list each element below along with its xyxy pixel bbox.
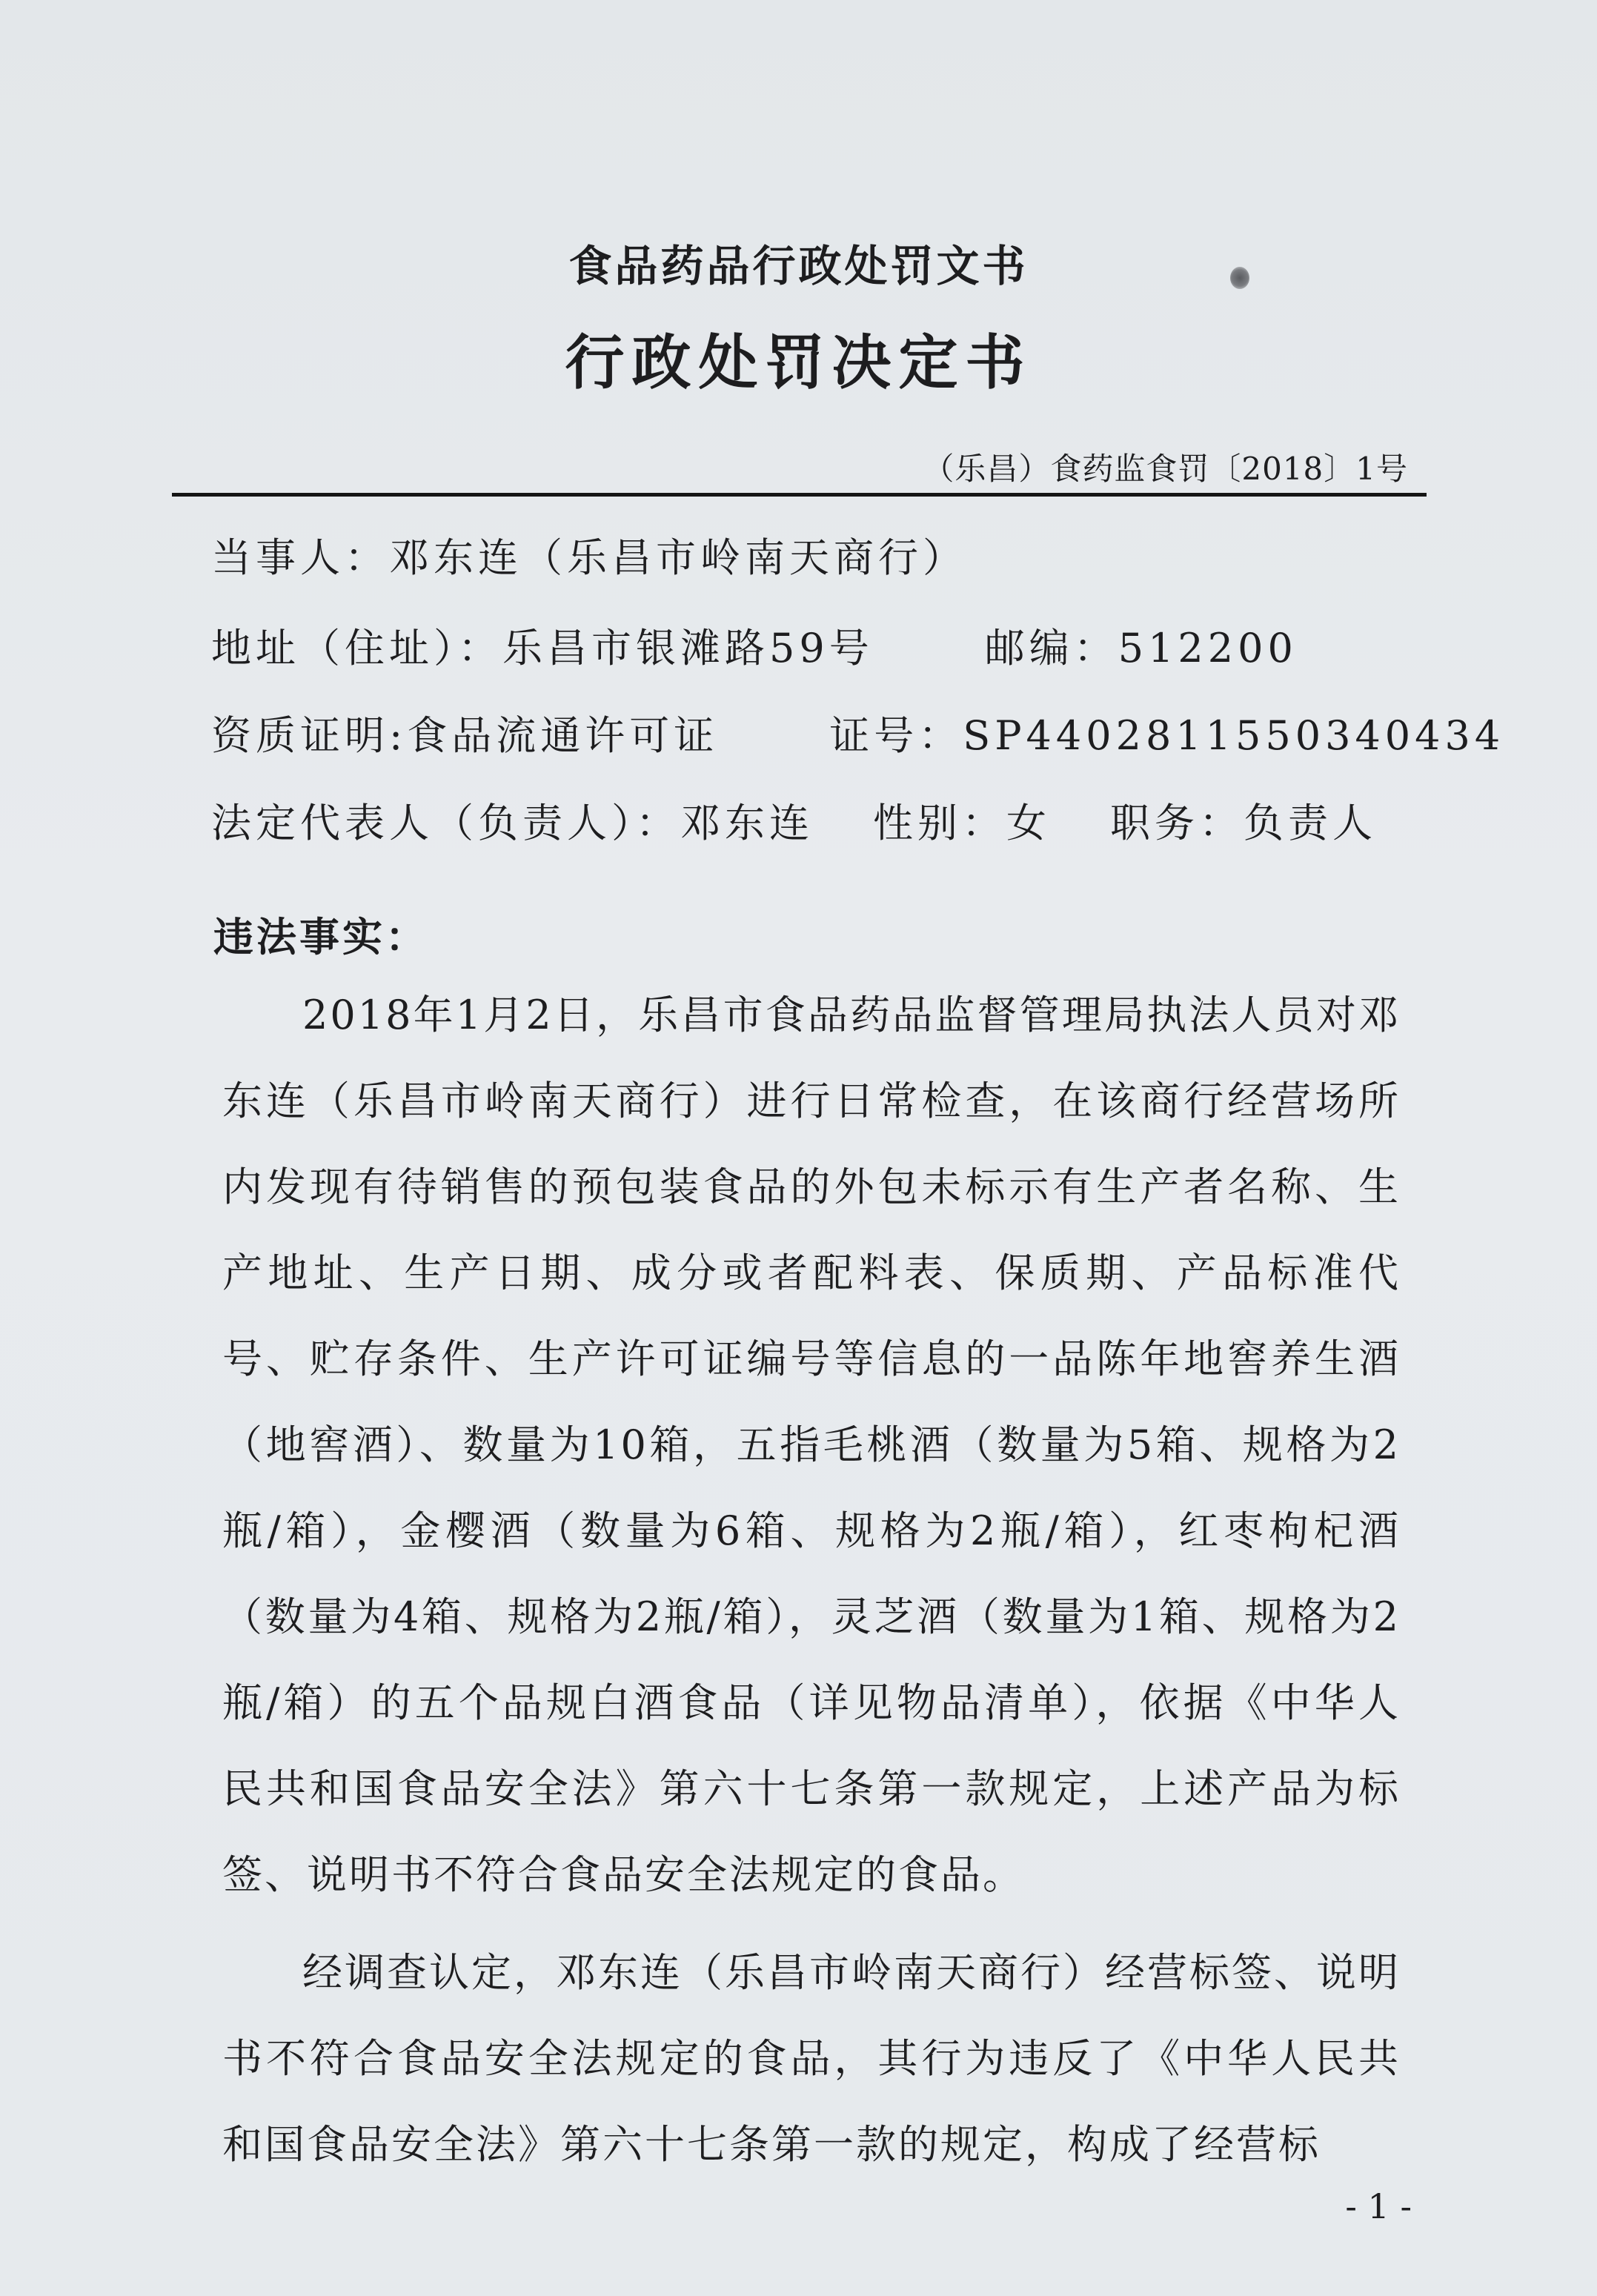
document-title: 行政处罚决定书 — [565, 328, 1032, 397]
address-value: 乐昌市银滩路59号 — [502, 625, 874, 671]
document-number: （乐昌）食药监食罚〔2018〕1号 — [923, 451, 1408, 487]
gender-label: 性别： — [873, 800, 1006, 846]
cert-label: 证号： — [829, 712, 963, 759]
qualification-line — [211, 704, 1504, 761]
position-label: 职务： — [1110, 800, 1244, 846]
page-number: - 1 - — [1345, 2186, 1412, 2226]
document-category: 食品药品行政处罚文书 — [568, 241, 1029, 291]
qualification-value: 食品流通许可证 — [407, 712, 719, 759]
rep-value: 邓东连 — [680, 800, 814, 846]
address-label: 地址（住址）： — [211, 625, 502, 671]
rep-label: 法定代表人（负责人）： — [211, 800, 680, 846]
qualification-label: 资质证明: — [211, 712, 408, 759]
address-line — [211, 617, 1298, 674]
postcode-value: 512200 — [1118, 625, 1298, 671]
cert-value: SP4402811550340434 — [963, 712, 1505, 759]
representative-line — [211, 792, 1377, 849]
facts-paragraph-2 — [222, 1930, 1401, 2188]
gender-value: 女 — [1006, 800, 1051, 846]
party-value: 邓东连（乐昌市岭南天商行） — [389, 534, 967, 581]
position-value: 负责人 — [1244, 800, 1377, 846]
party-label: 当事人： — [211, 534, 389, 581]
facts-paragraph-1 — [222, 972, 1401, 1918]
facts-heading: 违法事实： — [213, 913, 428, 960]
header-divider — [172, 493, 1427, 497]
postcode-label: 邮编： — [984, 625, 1118, 671]
facts-paragraph-2-text: 经调查认定，邓东连（乐昌市岭南天商行）经营标签、说明书不符合食品安全法规定的食品，其行为违反了《中华人民共和国食品安全法》第六十七条第一款的规定，构成了经营标 — [222, 1949, 1401, 2168]
facts-paragraph-1-text: 2018年1月2日，乐昌市食品药品监督管理局执法人员对邓东连（乐昌市岭南天商行）进行日常检查，在该商行经营场所内发现有待销售的预包装食品的外包未标示有生产者名称、生产地址、生产日期、成分或者配料表、保质期、产品标准代号、贮存条件、生产许可证编号等信息的一品陈年地窖养生酒（地窖酒）、数量为10箱，五指毛桃酒（数量为5箱、规格为2瓶/箱），金樱酒（数量为6箱、规格为2瓶/箱），红枣枸杞酒（数量为4箱、规格为2瓶/箱），灵芝酒（数量为1箱、规格为2瓶/箱）的五个品规白酒食品（详见物品清单），依据《中华人民共和国食品安全法》第六十七条第一款规定，上述产品为标签、说明书不符合食品安全法规定的食品。 — [222, 992, 1401, 1898]
party-line — [211, 526, 967, 583]
